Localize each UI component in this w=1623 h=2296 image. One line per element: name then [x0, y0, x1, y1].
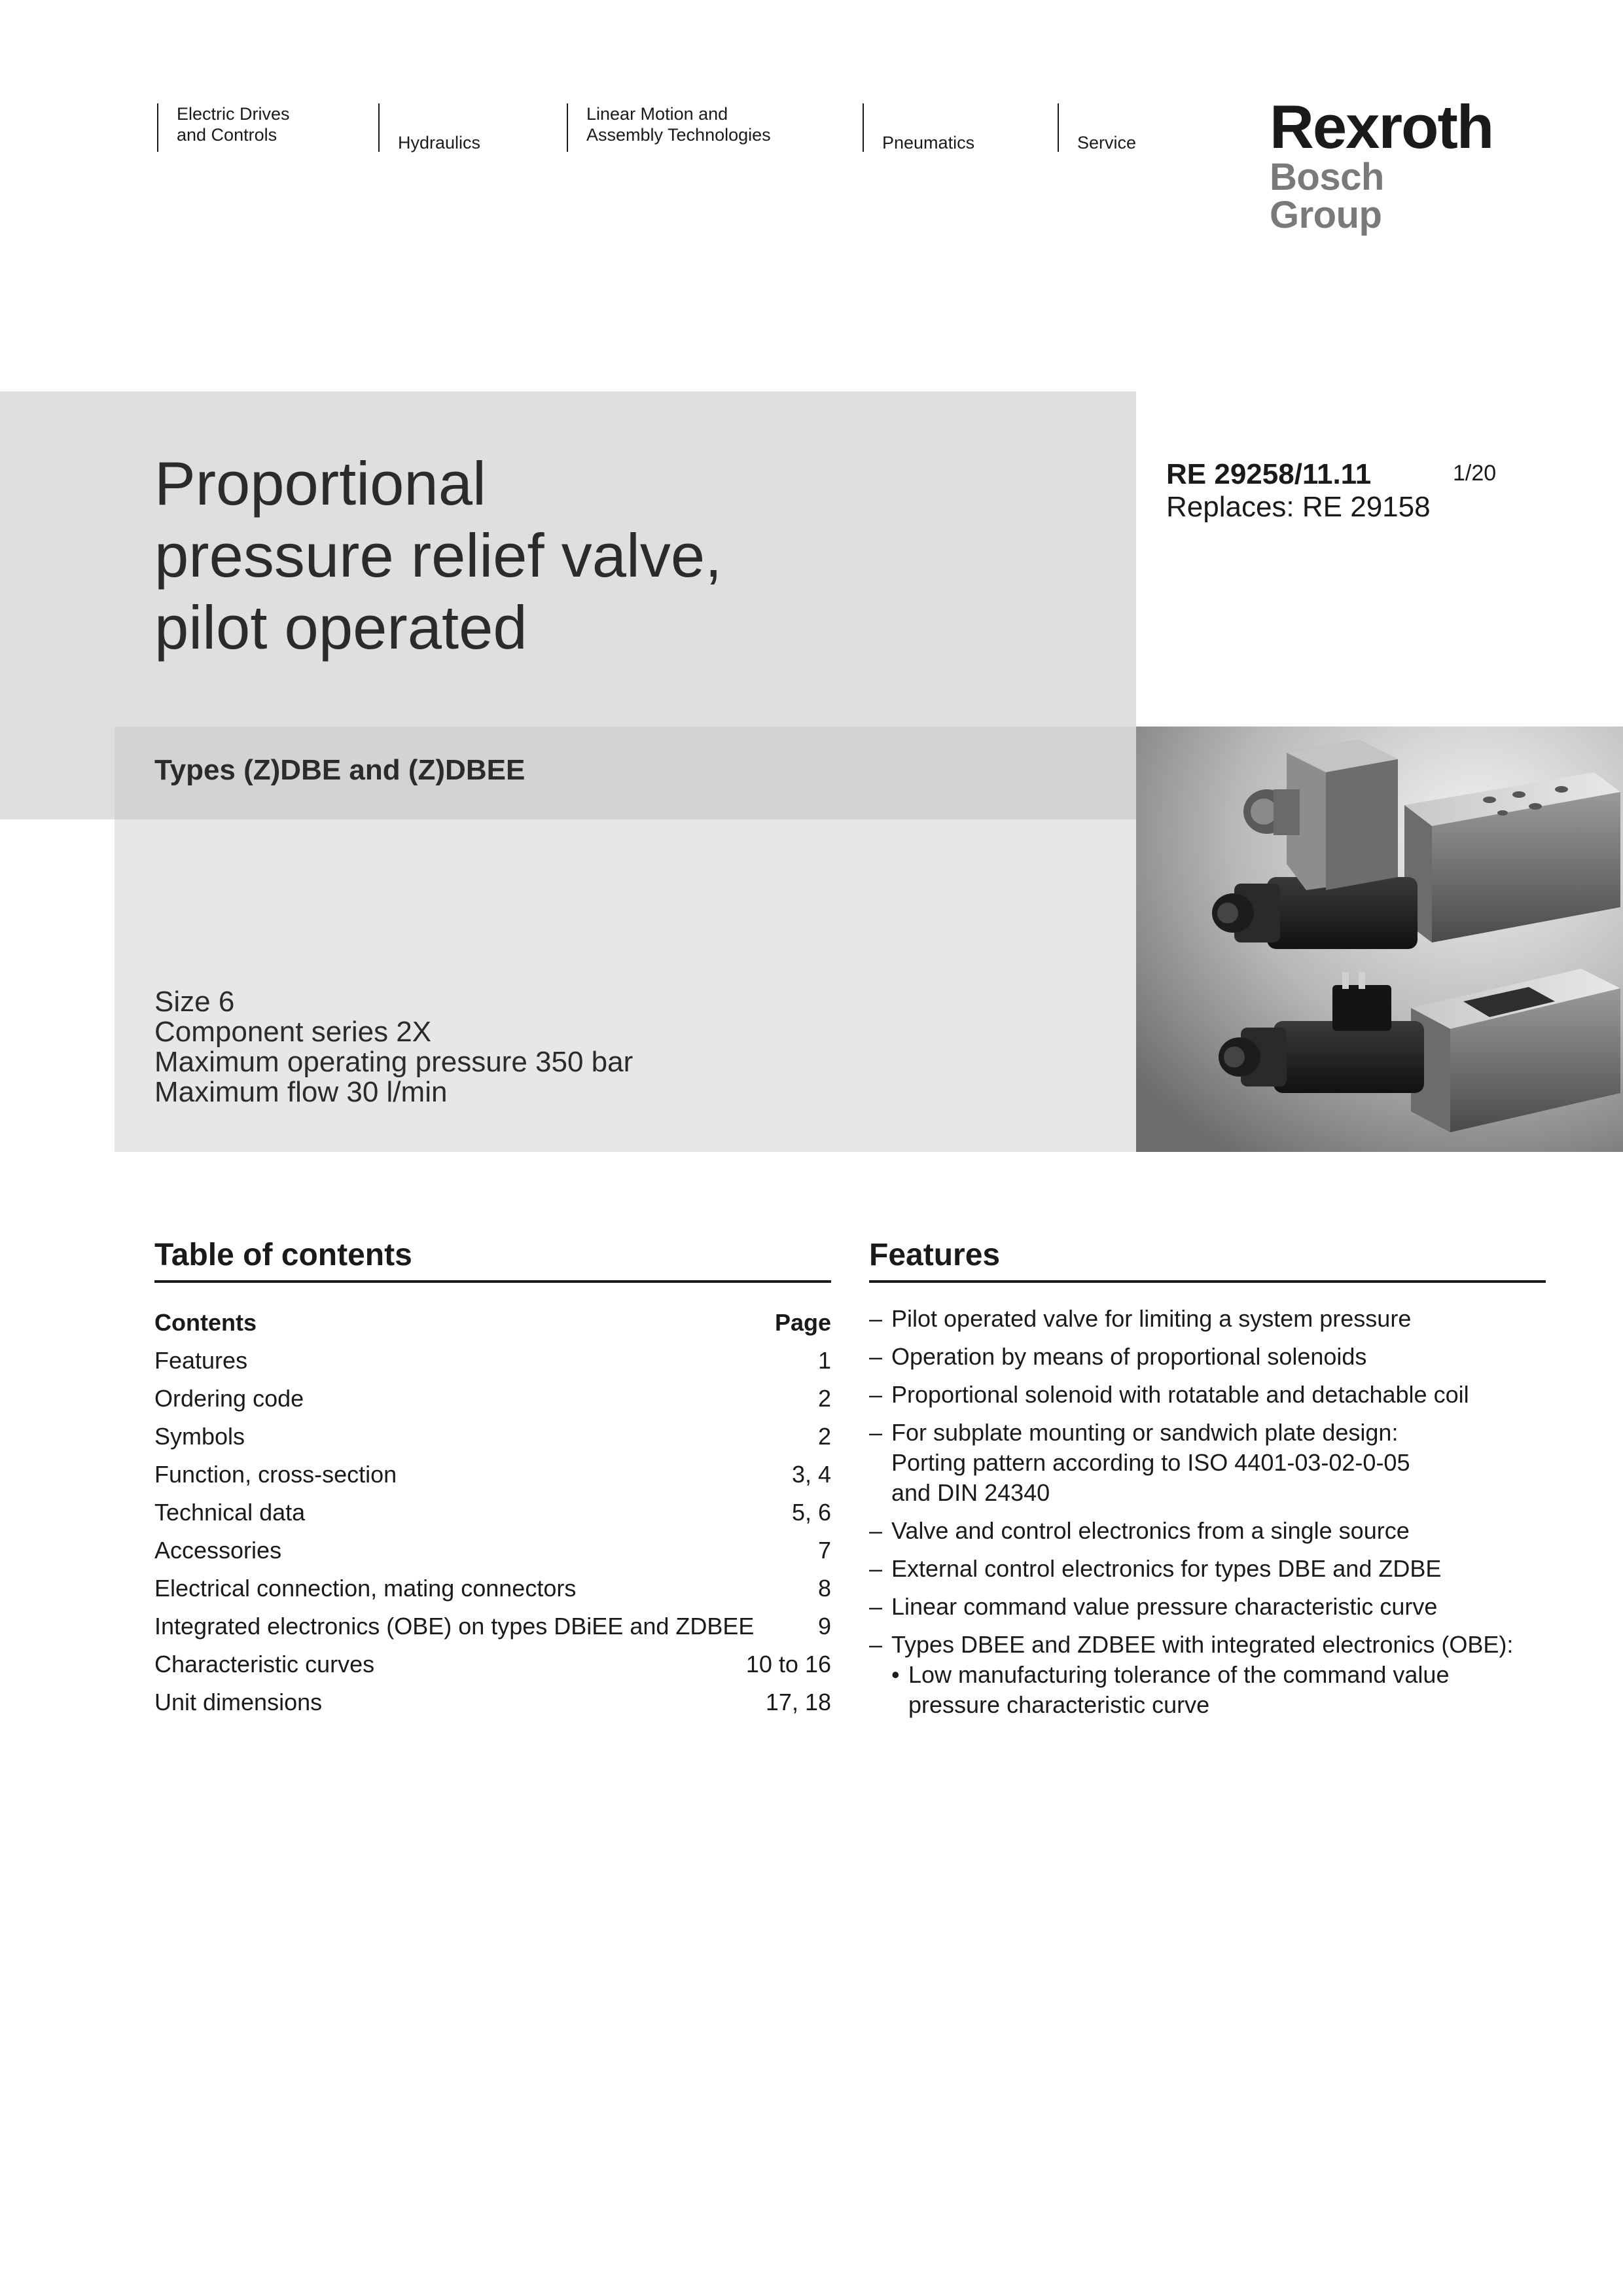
toc-row-page: 5, 6 [791, 1499, 831, 1526]
toc-row-label: Symbols [154, 1423, 245, 1450]
feature-line: External control electronics for types DBE and ZDBE [891, 1555, 1442, 1582]
rexroth-logo [1270, 92, 1505, 236]
nav-item-service[interactable] [1058, 103, 1136, 152]
feature-line: and DIN 24340 [891, 1479, 1050, 1506]
toc-row-page: 2 [817, 1423, 831, 1450]
nav-label-line: Assembly Technologies [586, 125, 771, 145]
toc-row[interactable] [154, 1645, 831, 1683]
feature-line: Porting pattern according to ISO 4401-03-02-0-05 [891, 1449, 1410, 1476]
toc-row-page: 7 [817, 1537, 831, 1564]
feature-item [869, 1592, 1546, 1622]
bullet-marker: • [891, 1661, 900, 1688]
feature-subitem [891, 1660, 1546, 1720]
feature-text [891, 1304, 1411, 1334]
toc-row[interactable] [154, 1570, 831, 1607]
dash-marker: – [869, 1305, 883, 1332]
feature-line: Proportional solenoid with rotatable and detachable coil [891, 1381, 1469, 1408]
nav-item-pneumatics[interactable] [863, 103, 974, 152]
nav-label-line: Linear Motion and [586, 104, 728, 124]
features-list [869, 1304, 1546, 1720]
spec-line: Maximum operating pressure 350 bar [154, 1046, 633, 1078]
toc-heading-rule [154, 1280, 831, 1283]
features-heading: Features [869, 1238, 1001, 1272]
types-subtitle: Types (Z)DBE and (Z)DBEE [154, 754, 526, 786]
feature-item [869, 1418, 1546, 1508]
nav-item-electric-drives[interactable] [157, 103, 290, 152]
features-heading-rule [869, 1280, 1546, 1283]
dash-marker: – [869, 1419, 883, 1446]
toc-row-page: 8 [817, 1575, 831, 1602]
toc-row[interactable] [154, 1342, 831, 1380]
toc-row[interactable] [154, 1683, 831, 1721]
feature-text [891, 1380, 1469, 1410]
toc-col-page: Page [774, 1309, 831, 1336]
nav-label-line: and Controls [177, 125, 277, 145]
toc-row-page: 10 to 16 [745, 1651, 831, 1677]
feature-line: Low manufacturing tolerance of the command value [908, 1661, 1450, 1688]
title-line: Proportional [154, 449, 486, 518]
toc-row-label: Characteristic curves [154, 1651, 375, 1677]
feature-item [869, 1304, 1546, 1334]
toc-row-label: Unit dimensions [154, 1689, 323, 1715]
toc-row-label: Features [154, 1347, 248, 1374]
feature-line: Valve and control electronics from a single source [891, 1517, 1410, 1544]
toc-row-label: Electrical connection, mating connectors [154, 1575, 577, 1602]
feature-line: Operation by means of proportional solenoids [891, 1343, 1367, 1370]
feature-text [908, 1660, 1449, 1720]
dash-marker: – [869, 1343, 883, 1370]
toc-row-page: 1 [817, 1347, 831, 1374]
feature-item [869, 1554, 1546, 1584]
toc-row[interactable] [154, 1380, 831, 1418]
feature-text [891, 1592, 1437, 1622]
nav-label-line: Service [1077, 133, 1137, 152]
toc-row[interactable] [154, 1494, 831, 1532]
toc-header-row [154, 1304, 831, 1342]
nav-item-hydraulics[interactable] [378, 103, 480, 152]
logo-wordmark: Rexroth [1270, 92, 1493, 161]
nav-label-line: Electric Drives [177, 104, 290, 124]
document-number: RE 29258/11.11 [1166, 458, 1372, 490]
feature-line: Types DBEE and ZDBEE with integrated electronics (OBE): [891, 1631, 1514, 1658]
dash-marker: – [869, 1381, 883, 1408]
feature-line: Pilot operated valve for limiting a system pressure [891, 1305, 1412, 1332]
toc-row[interactable] [154, 1532, 831, 1570]
toc-row-page: 17, 18 [765, 1689, 831, 1715]
nav-item-linear-motion[interactable] [567, 103, 771, 152]
document-title [154, 448, 722, 664]
nav-label-line: Hydraulics [398, 133, 481, 152]
toc-row-label: Integrated electronics (OBE) on types DBiEE and ZDBEE [154, 1613, 755, 1640]
logo-subtitle: Bosch Group [1270, 156, 1384, 236]
feature-text [891, 1554, 1441, 1584]
valve-illustration [1136, 726, 1623, 1152]
spec-line: Size 6 [154, 986, 235, 1018]
feature-item [869, 1630, 1546, 1660]
toc-row-page: 3, 4 [791, 1461, 831, 1488]
dash-marker: – [869, 1593, 883, 1620]
feature-text [891, 1516, 1410, 1546]
dash-marker: – [869, 1555, 883, 1582]
feature-item [869, 1342, 1546, 1372]
toc-row[interactable] [154, 1607, 831, 1645]
page-number: 1/20 [1453, 461, 1497, 486]
title-line: pilot operated [154, 593, 527, 662]
feature-line: pressure characteristic curve [908, 1691, 1210, 1718]
dash-marker: – [869, 1517, 883, 1544]
toc-row-page: 9 [817, 1613, 831, 1640]
feature-text [891, 1342, 1366, 1372]
feature-item [869, 1516, 1546, 1546]
toc-row-label: Accessories [154, 1537, 282, 1564]
title-line: pressure relief valve, [154, 521, 722, 590]
nav-label-line: Pneumatics [882, 133, 975, 152]
toc-row-label: Technical data [154, 1499, 306, 1526]
spec-list [154, 987, 633, 1107]
toc-heading: Table of contents [154, 1238, 412, 1272]
feature-line: For subplate mounting or sandwich plate design: [891, 1419, 1399, 1446]
toc-col-contents: Contents [154, 1309, 257, 1336]
feature-item [869, 1380, 1546, 1410]
feature-text [891, 1418, 1410, 1508]
feature-line: Linear command value pressure characteristic curve [891, 1593, 1438, 1620]
title-panel-extension [0, 726, 115, 819]
toc-row-label: Function, cross-section [154, 1461, 397, 1488]
toc-row[interactable] [154, 1418, 831, 1456]
product-photo [1136, 726, 1623, 1152]
spec-line: Maximum flow 30 l/min [154, 1076, 448, 1108]
dash-marker: – [869, 1631, 883, 1658]
document-replaces: Replaces: RE 29158 [1166, 491, 1431, 523]
toc-row[interactable] [154, 1456, 831, 1494]
toc-row-label: Ordering code [154, 1385, 304, 1412]
toc-row-page: 2 [817, 1385, 831, 1412]
feature-text [891, 1630, 1513, 1660]
toc-table [154, 1304, 831, 1721]
document-id [1166, 458, 1431, 524]
spec-line: Component series 2X [154, 1016, 432, 1048]
